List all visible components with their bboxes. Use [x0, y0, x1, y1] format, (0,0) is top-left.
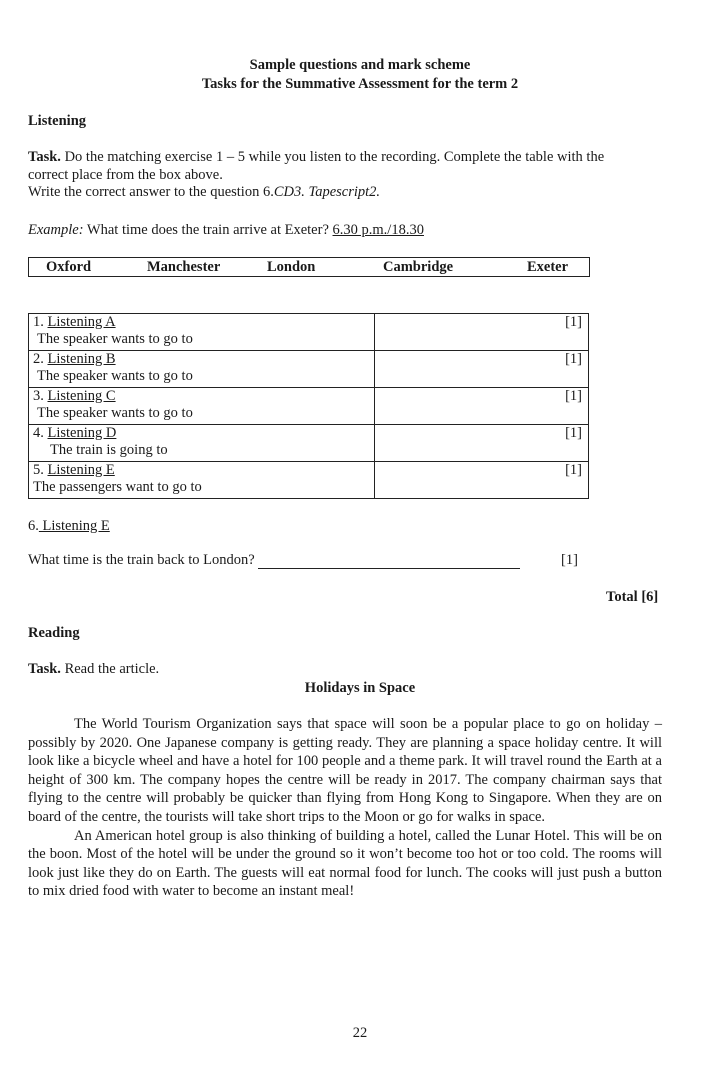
- row-number: 5.: [33, 462, 44, 478]
- reading-task: [28, 661, 159, 678]
- row-prompt-cell: [29, 314, 375, 351]
- table-row: [29, 462, 589, 499]
- row-listening-label: Listening B: [47, 351, 116, 367]
- document-subtitle: Tasks for the Summative Assessment for the term 2: [201, 76, 519, 92]
- row-description: The speaker wants to go to: [37, 368, 193, 384]
- table-row: [29, 351, 589, 388]
- article-paragraph-2: An American hotel group is also thinking of building a hotel, called the Lunar Hotel. This will be on the boon. Most of the hotel will be under the ground so it won’t become too hot or too cold. The rooms will look just like they do on Earth. The guests will eat normal food for lunch. The cooks will just push a button to mix dried food with water to become an instant meal!: [28, 827, 662, 900]
- option-oxford: Oxford: [46, 259, 92, 275]
- task-text-line3: Write the correct answer to the question 6.: [28, 184, 274, 200]
- row-mark: [1]: [565, 425, 582, 441]
- row-answer-cell[interactable]: [375, 314, 589, 351]
- option-london: London: [267, 259, 316, 275]
- row-listening-label: Listening A: [47, 314, 116, 330]
- reading-task-label: Task.: [28, 661, 61, 677]
- row-number: 4.: [33, 425, 44, 441]
- example-answer: 6.30 p.m./18.30: [332, 222, 424, 238]
- article-title: Holidays in Space: [304, 680, 416, 696]
- row-description: The speaker wants to go to: [37, 331, 193, 347]
- question-6-mark: [1]: [561, 552, 578, 568]
- row-prompt-cell: [29, 462, 375, 499]
- row-prompt-cell: [29, 351, 375, 388]
- listening-heading: Listening: [28, 113, 87, 129]
- row-number: 3.: [33, 388, 44, 404]
- row-description: The train is going to: [50, 442, 168, 458]
- option-manchester: Manchester: [147, 259, 221, 275]
- row-description: The passengers want to go to: [33, 479, 202, 495]
- row-mark: [1]: [565, 351, 582, 367]
- example-label: Example:: [28, 222, 84, 238]
- place-options-box: [28, 257, 590, 277]
- task-label: Task.: [28, 149, 61, 165]
- article-paragraph-1: The World Tourism Organization says that space will soon be a popular place to go on holiday – possibly by 2020. One Japanese company is getting ready. They are planning a space holiday centre. It will look like a bicycle wheel and have a hotel for 100 people and a theme park. It will travel round the Earth at a height of 300 km. The company hopes the centre will be ready in 2017. The company chairman says that flying to the centre will probably be quicker than flying from Hong Kong to Singapore. When they are on board of the centre, the tourists will take short trips to the Moon or go for walks in space.: [28, 716, 662, 825]
- row-answer-cell[interactable]: [375, 351, 589, 388]
- question-6-line: [28, 552, 588, 569]
- question-6-answer-blank[interactable]: [258, 554, 520, 569]
- row-listening-label: Listening D: [47, 425, 117, 441]
- matching-table: [28, 313, 589, 499]
- row-answer-cell[interactable]: [375, 425, 589, 462]
- row-number: 1.: [33, 314, 44, 330]
- option-cambridge: Cambridge: [383, 259, 454, 275]
- row-description: The speaker wants to go to: [37, 405, 193, 421]
- row-answer-cell[interactable]: [375, 388, 589, 425]
- row-prompt-cell: [29, 388, 375, 425]
- example-question: What time does the train arrive at Exeter?: [83, 222, 333, 238]
- question-6-number: 6.: [28, 518, 39, 534]
- row-mark: [1]: [565, 462, 582, 478]
- row-prompt-cell: [29, 425, 375, 462]
- table-row: [29, 314, 589, 351]
- table-row: [29, 425, 589, 462]
- tapescript-reference: CD3. Tapescript2.: [273, 184, 381, 200]
- row-mark: [1]: [565, 314, 582, 330]
- question-6-label: [28, 518, 110, 535]
- row-answer-cell[interactable]: [375, 462, 589, 499]
- article-body: [28, 715, 662, 901]
- reading-task-text: Read the article.: [60, 661, 160, 677]
- listening-task-instructions: [28, 149, 678, 202]
- task-text-line1: Do the matching exercise 1 – 5 while you listen to the recording. Complete the table with the: [60, 149, 605, 165]
- page-number: 22: [352, 1025, 368, 1041]
- table-row: [29, 388, 589, 425]
- row-number: 2.: [33, 351, 44, 367]
- document-title: Sample questions and mark scheme: [249, 57, 471, 73]
- reading-heading: Reading: [28, 625, 80, 641]
- option-exeter: Exeter: [527, 259, 569, 275]
- listening-total: Total [6]: [606, 589, 659, 605]
- row-mark: [1]: [565, 388, 582, 404]
- question-6-listening-label: Listening E: [38, 518, 110, 534]
- row-listening-label: Listening E: [47, 462, 115, 478]
- row-listening-label: Listening C: [47, 388, 116, 404]
- example-line: [28, 222, 424, 239]
- task-text-line2: correct place from the box above.: [28, 166, 223, 183]
- question-6-text: What time is the train back to London?: [28, 552, 255, 568]
